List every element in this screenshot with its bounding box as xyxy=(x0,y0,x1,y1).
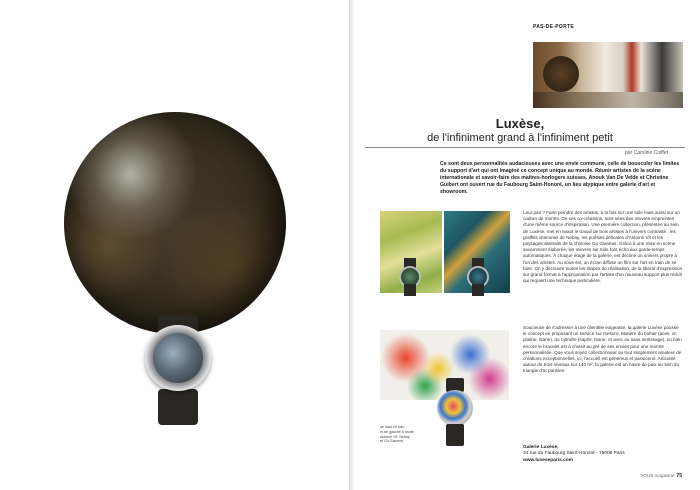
watch-teal-image xyxy=(467,258,489,296)
watch-image xyxy=(145,315,211,405)
body-paragraph-2: Soucieuse de s'adresser à une clientèle exigeante, la galerie Luxèse pousse le concept en proposant un service sur mesure. Matière du boîtier (acier, or, platine, titane), du cylindre (saphir, titane, or avec ou sans sertissage), ou bien encore le bracelet est à choisir au gré de ses envies pour une montre personnalisée. Que vous soyez collectionneur ou tout simplement amateur de créations exceptionnelles, ici, l'accueil est généreux et passionné. Articulée autour de trois niveaux sur 140 m², la galerie est un havre de paix au sein du triangle d'or parisien. xyxy=(523,325,682,374)
circular-artwork xyxy=(64,112,286,334)
page-footer xyxy=(640,473,682,479)
page-number: 75 xyxy=(676,473,682,479)
gallery-floor xyxy=(533,92,683,108)
watch-green-image xyxy=(399,258,421,296)
watch-strap-bottom xyxy=(404,284,416,296)
right-page xyxy=(355,0,700,490)
watch-case xyxy=(145,325,211,391)
caption-line: et Gu Gianmei xyxy=(380,439,404,444)
artwork-shading xyxy=(64,112,286,334)
watch-strap-bottom xyxy=(446,424,464,446)
intro-paragraph: Ce sont deux personnalités audacieuses avec une envie commune, celle de bousculer les limites du support d'art qui ont imaginé ce concept unique au monde. Réunir artistes de la scène internationale et savoir-faire des maîtres-horlogers suisses. Anouk Van De Velde et Christine Guibert ont ouvert rue du Faubourg Saint-Honoré, un lieu atypique entre galerie d'art et showroom. xyxy=(440,161,680,195)
watch-strap-bottom xyxy=(158,389,198,425)
photo-caption xyxy=(380,425,428,444)
caption-line: de haut en bas xyxy=(380,425,404,429)
gallery-name: Galerie Luxèse, xyxy=(523,445,559,450)
title-divider xyxy=(365,147,685,148)
caption-line: Antoine Vit, Nebay xyxy=(380,434,410,439)
gallery-photo xyxy=(533,42,683,108)
gallery-artwork xyxy=(543,56,579,92)
body-paragraph-1: Leur pari ? Faire peindre des artistes, à la fois sur une toile mais aussi sur un cadran de montre. De ces co-créations, sont nées des œuvres empreintes d'une même source d'inspiration. Une première collection, présentée au sein de Luxèse, met en avant le travail de trois artistes à l'univers contrasté : les graffitis vitaminés de Nebay, les poésies délicates d'Antoine Vit et les paysages abstraits de la chinoise Gu Gianmei. Grâce à une mise en scène savamment élaborée, les œuvres sur toile font écho aux garde-temps automatiques. À chaque étage de la galerie, est décliné un univers propre à l'un des artistes. Au sous-sol, un écran diffuse un film sur l'art en train de se faire. On y découvre toutes les étapes de réalisation, de la liberté d'expression sur grand format à l'appropriation par l'artiste d'un nouveau support plus réduit qui requiert une technique particulière. xyxy=(523,210,683,284)
watch-strap-bottom xyxy=(472,284,484,296)
magazine-name: VOUS magazine xyxy=(640,473,675,478)
watch-dial xyxy=(153,333,203,383)
section-tag: PAS-DE-PORTE xyxy=(533,24,575,30)
watch-case xyxy=(437,390,473,426)
left-page xyxy=(0,0,349,490)
article-title: Luxèse, xyxy=(495,116,545,131)
article-subtitle: de l'infiniment grand à l'infiniment petit xyxy=(427,132,613,144)
contact-block xyxy=(523,445,625,464)
gallery-website: www.luxeseparis.com xyxy=(523,457,573,463)
gallery-address: 34 rue du Faubourg Saint-Honoré - 75008 Paris xyxy=(523,451,625,457)
caption-line: et de gauche à droite xyxy=(380,429,414,434)
watch-graffiti-image xyxy=(437,378,473,446)
byline: par Caroline Coiffet xyxy=(625,150,668,156)
